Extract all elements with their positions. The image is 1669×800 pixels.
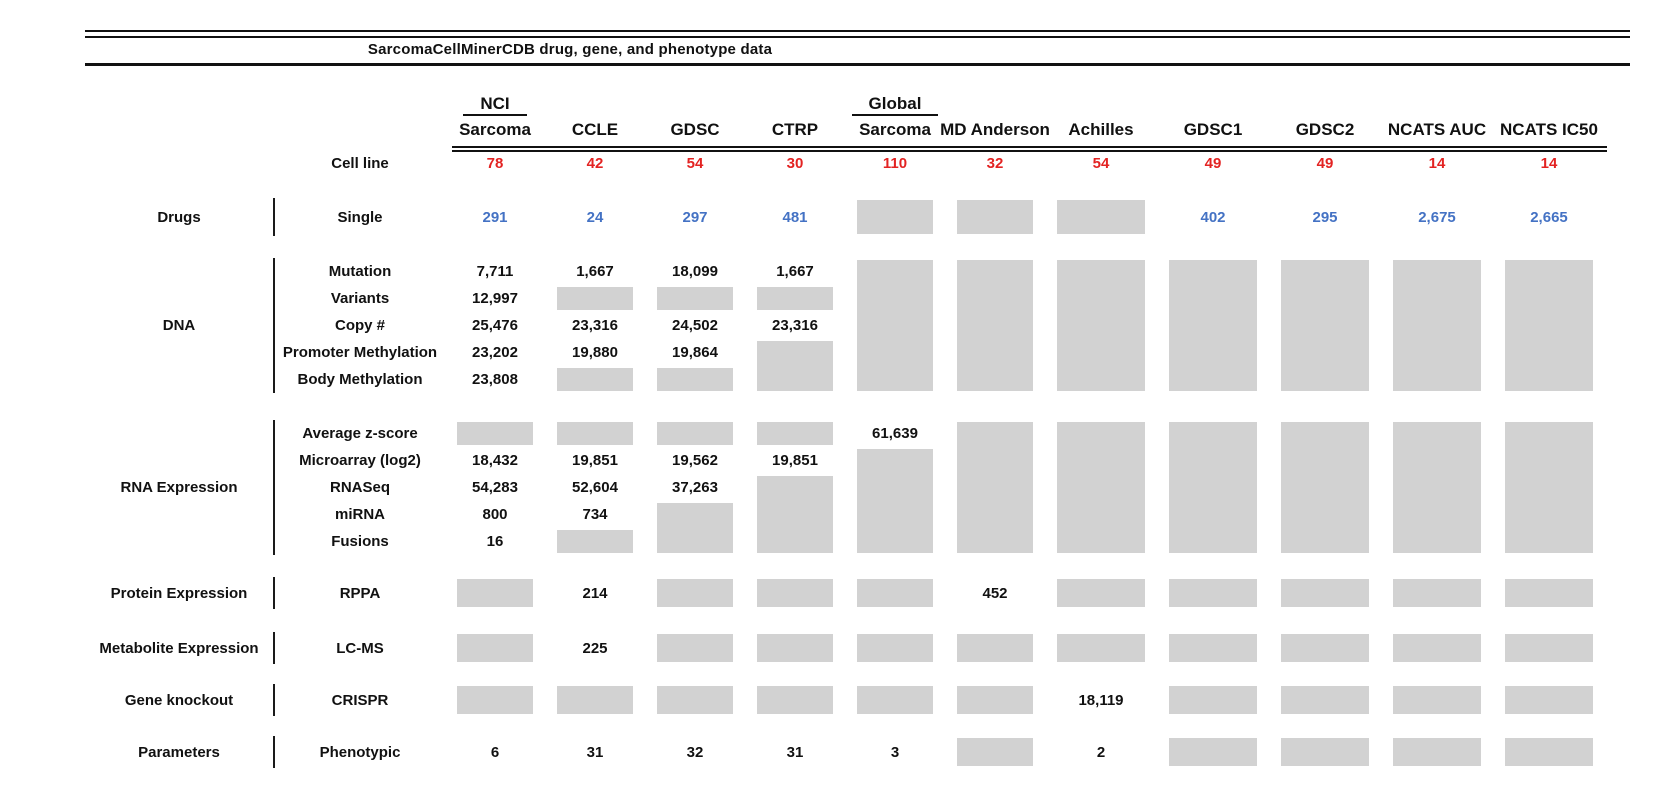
- data-availability-box: [957, 200, 1033, 234]
- column-header-row: [85, 94, 1605, 142]
- data-availability-box: [1281, 579, 1369, 607]
- row-label: Fusions: [331, 533, 389, 550]
- data-availability-box: [457, 634, 533, 662]
- data-availability-box: [957, 634, 1033, 662]
- data-value: 214: [582, 584, 608, 602]
- data-availability-box: [1169, 260, 1257, 391]
- row-label: Promoter Methylation: [282, 344, 438, 361]
- category-label: Gene knockout: [85, 684, 275, 716]
- data-value: 19,880: [572, 344, 618, 361]
- parameters-section: [85, 736, 1605, 768]
- data-value: 30: [786, 154, 804, 172]
- data-value: 19,864: [672, 344, 718, 361]
- data-value: 14: [1540, 154, 1558, 172]
- data-value: 31: [786, 743, 804, 761]
- data-availability-box: [1281, 634, 1369, 662]
- data-availability-box: [957, 260, 1033, 391]
- title-bottom-rule: [85, 63, 1630, 66]
- data-availability-box: [857, 449, 933, 553]
- data-value: 481: [782, 208, 808, 226]
- data-availability-box: [757, 686, 833, 714]
- data-availability-box: [657, 634, 733, 662]
- row-label: LC-MS: [336, 639, 384, 657]
- data-availability-box: [857, 634, 933, 662]
- data-availability-box: [1505, 579, 1593, 607]
- row-label: Microarray (log2): [299, 452, 421, 469]
- data-value: 452: [982, 584, 1008, 602]
- row-label: CRISPR: [331, 691, 389, 709]
- data-availability-box: [557, 686, 633, 714]
- data-availability-box: [1169, 634, 1257, 662]
- row-label: RNASeq: [329, 479, 390, 496]
- data-availability-box: [857, 686, 933, 714]
- data-availability-box: [1393, 634, 1481, 662]
- data-value: 78: [486, 154, 504, 172]
- data-availability-box: [1505, 260, 1593, 391]
- data-value: 24,502: [672, 317, 718, 334]
- data-value: 32: [686, 743, 704, 761]
- data-availability-box: [857, 579, 933, 607]
- data-availability-box: [1281, 738, 1369, 766]
- data-value: 19,562: [672, 452, 718, 469]
- data-availability-box: [1393, 738, 1481, 766]
- data-availability-box: [757, 476, 833, 553]
- column-header: CTRP: [771, 120, 819, 139]
- data-value: 1,667: [576, 263, 614, 280]
- data-value: 19,851: [772, 452, 818, 469]
- data-availability-box: [1169, 422, 1257, 553]
- data-availability-box: [557, 287, 633, 310]
- data-availability-box: [757, 341, 833, 391]
- data-availability-box: [1057, 200, 1145, 234]
- data-availability-box: [1505, 634, 1593, 662]
- data-availability-box: [457, 579, 533, 607]
- data-availability-box: [657, 686, 733, 714]
- data-availability-box: [557, 530, 633, 553]
- category-label: Metabolite Expression: [85, 632, 275, 664]
- data-value: 49: [1316, 154, 1334, 172]
- data-availability-box: [1057, 260, 1145, 391]
- data-value: 37,263: [672, 479, 718, 496]
- dna-section: [85, 258, 1605, 393]
- column-header-top-label: NCI: [463, 93, 526, 116]
- data-availability-box: [657, 422, 733, 445]
- data-availability-box: [1505, 686, 1593, 714]
- data-availability-box: [1505, 738, 1593, 766]
- data-value: 7,711: [476, 263, 514, 280]
- data-value: 110: [882, 154, 908, 172]
- data-availability-box: [457, 422, 533, 445]
- data-value: 18,119: [1078, 691, 1124, 709]
- data-availability-box: [1281, 260, 1369, 391]
- data-value: 1,667: [776, 263, 814, 280]
- data-value: 24: [586, 208, 604, 226]
- data-availability-box: [1057, 634, 1145, 662]
- data-value: 54: [1092, 154, 1110, 172]
- data-value: 3: [890, 743, 900, 761]
- data-availability-box: [1393, 579, 1481, 607]
- data-value: 12,997: [472, 290, 518, 307]
- column-header: NCATS IC50: [1500, 120, 1598, 139]
- row-label: Variants: [330, 290, 390, 307]
- drugs-section: [85, 198, 1605, 236]
- column-header: GDSC1: [1183, 120, 1243, 139]
- rna-expression-section: [85, 420, 1605, 555]
- data-value: 18,432: [472, 452, 518, 469]
- data-availability-box: [1393, 686, 1481, 714]
- data-availability-box: [1057, 579, 1145, 607]
- data-availability-box: [1169, 579, 1257, 607]
- data-value: 23,316: [772, 317, 818, 334]
- data-value: 6: [490, 743, 500, 761]
- row-label: Phenotypic: [319, 743, 401, 761]
- data-availability-box: [557, 368, 633, 391]
- data-value: 52,604: [572, 479, 618, 496]
- row-label: miRNA: [334, 506, 385, 523]
- data-value: 49: [1204, 154, 1222, 172]
- data-value: 18,099: [672, 263, 718, 280]
- column-header: MD Anderson: [940, 120, 1050, 139]
- data-value: 25,476: [472, 317, 518, 334]
- row-label: RPPA: [339, 584, 381, 602]
- data-availability-box: [657, 579, 733, 607]
- row-label: Single: [337, 208, 383, 226]
- title-top-rule-inner: [85, 36, 1630, 38]
- data-availability-box: [757, 287, 833, 310]
- row-label: Average z-score: [302, 425, 418, 442]
- data-availability-box: [657, 368, 733, 391]
- cell-line-count-row: [85, 150, 1605, 176]
- data-value: 2,675: [1418, 208, 1456, 226]
- category-label: DNA: [85, 258, 275, 393]
- data-availability-box: [457, 686, 533, 714]
- data-availability-box: [957, 738, 1033, 766]
- data-value: 295: [1312, 208, 1338, 226]
- column-header: GDSC2: [1295, 120, 1355, 139]
- row-label: Cell line: [331, 154, 389, 172]
- data-value: 19,851: [572, 452, 618, 469]
- data-availability-box: [1169, 686, 1257, 714]
- data-availability-box: [957, 686, 1033, 714]
- table-title: SarcomaCellMinerCDB drug, gene, and phenotype data: [367, 41, 773, 58]
- metabolite-expression-section: [85, 632, 1605, 664]
- category-label: Drugs: [85, 198, 275, 236]
- title-top-rule-outer: [85, 30, 1630, 32]
- data-value: 54: [686, 154, 704, 172]
- data-value: 2: [1096, 743, 1106, 761]
- data-value: 734: [582, 506, 608, 523]
- data-value: 2,665: [1530, 208, 1568, 226]
- column-header-top-label: Global: [852, 93, 939, 116]
- row-label: Copy #: [334, 317, 385, 334]
- data-value: 61,639: [872, 425, 918, 442]
- data-availability-box: [1505, 422, 1593, 553]
- data-availability-box: [1393, 260, 1481, 391]
- category-label: RNA Expression: [85, 420, 275, 555]
- data-value: 800: [482, 506, 508, 523]
- column-header: Sarcoma: [459, 120, 531, 139]
- data-value: 23,316: [572, 317, 618, 334]
- data-availability-box: [1281, 422, 1369, 553]
- data-availability-box: [1393, 422, 1481, 553]
- data-availability-box: [857, 200, 933, 234]
- data-value: 402: [1200, 208, 1226, 226]
- data-availability-box: [857, 260, 933, 391]
- data-value: 16: [486, 533, 504, 550]
- column-header-top: [845, 94, 945, 116]
- data-value: 23,202: [472, 344, 518, 361]
- data-value: 291: [482, 208, 508, 226]
- data-value: 42: [586, 154, 604, 172]
- category-label: Parameters: [85, 736, 275, 768]
- data-value: 14: [1428, 154, 1446, 172]
- data-availability-box: [757, 634, 833, 662]
- gene-knockout-section: [85, 684, 1605, 716]
- data-availability-box: [757, 579, 833, 607]
- data-value: 23,808: [472, 371, 518, 388]
- row-label: Mutation: [328, 263, 392, 280]
- data-availability-box: [1169, 738, 1257, 766]
- data-availability-box: [1281, 686, 1369, 714]
- data-availability-box: [657, 503, 733, 553]
- protein-expression-section: [85, 577, 1605, 609]
- column-header: Sarcoma: [859, 120, 931, 139]
- data-value: 32: [986, 154, 1004, 172]
- row-label: Body Methylation: [297, 371, 423, 388]
- data-value: 54,283: [472, 479, 518, 496]
- data-value: 31: [586, 743, 604, 761]
- data-value: 225: [582, 639, 608, 657]
- data-availability-box: [557, 422, 633, 445]
- column-header: NCATS AUC: [1387, 120, 1487, 139]
- data-availability-box: [757, 422, 833, 445]
- data-availability-box: [1057, 422, 1145, 553]
- category-label: Protein Expression: [85, 577, 275, 609]
- column-header: Achilles: [1068, 120, 1134, 139]
- data-availability-box: [957, 422, 1033, 553]
- data-value: 297: [682, 208, 708, 226]
- data-availability-box: [657, 287, 733, 310]
- column-header-top: [445, 94, 545, 116]
- column-header: GDSC: [670, 120, 720, 139]
- column-header: CCLE: [571, 120, 619, 139]
